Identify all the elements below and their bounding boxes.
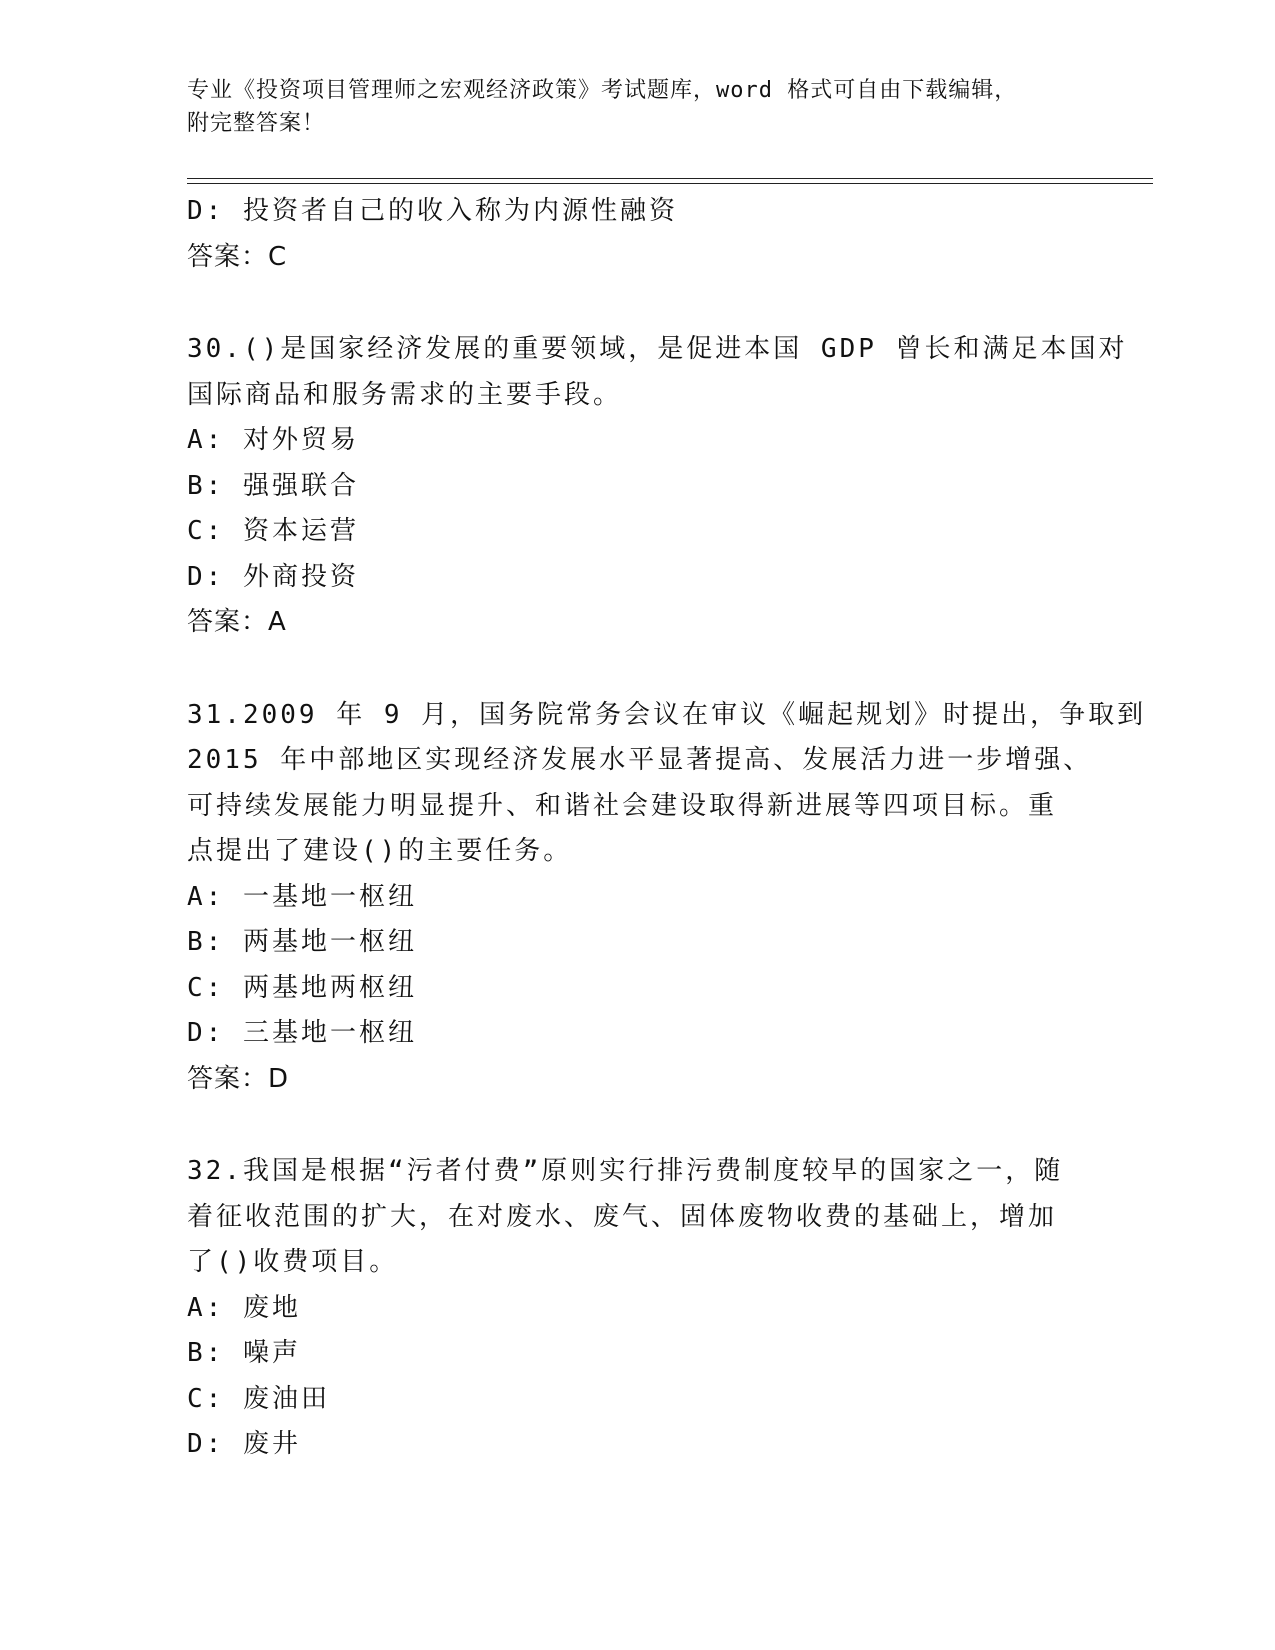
option-b: B: 强强联合 (187, 470, 359, 501)
question-32 (187, 1149, 1087, 1468)
option-b: B: 两基地一枢纽 (187, 927, 417, 957)
option-d: D: 投资者自己的收入称为内源性融资 (187, 196, 678, 226)
option-a: A: 一基地一枢纽 (187, 881, 417, 912)
option-a: A: 废地 (187, 1292, 301, 1323)
header-line-1: 专业《投资项目管理师之宏观经济政策》考试题库，word 格式可自由下载编辑， (187, 78, 1018, 103)
answer-line: 答案：A (187, 607, 287, 637)
header-divider-top (187, 178, 1153, 179)
question-text-line: 国际商品和服务需求的主要手段。 (187, 379, 623, 410)
answer-line: 答案：C (187, 241, 288, 272)
question-text-line: 着征收范围的扩大，在对废水、废气、固体废物收费的基础上，增加 (187, 1201, 1058, 1232)
previous-question-tail (187, 189, 1087, 280)
option-d: D: 三基地一枢纽 (187, 1018, 417, 1048)
option-d: D: 废井 (187, 1429, 301, 1459)
option-c: C: 废油田 (187, 1383, 330, 1414)
question-text-line: 了()收费项目。 (187, 1247, 399, 1277)
question-text-line: 32.我国是根据“污者付费”原则实行排污费制度较早的国家之一，随 (187, 1156, 1064, 1186)
header-divider-bottom (187, 183, 1153, 184)
option-a: A: 对外贸易 (187, 425, 359, 455)
question-text-line: 2015 年中部地区实现经济发展水平显著提高、发展活力进一步增强、 (187, 745, 1093, 775)
header-line-2: 附完整答案！ (187, 111, 326, 136)
question-text-line: 30.()是国家经济发展的重要领域，是促进本国 GDP 曾长和满足本国对 (187, 334, 1128, 364)
question-list (187, 189, 1147, 1468)
document-header (187, 74, 1067, 140)
option-d: D: 外商投资 (187, 561, 359, 592)
question-31 (187, 693, 1147, 1103)
question-30 (187, 327, 1128, 646)
question-text-line: 31.2009 年 9 月，国务院常务会议在审议《崛起规划》时提出，争取到 (187, 699, 1147, 730)
option-c: C: 两基地两枢纽 (187, 972, 417, 1003)
answer-line: 答案：D (187, 1063, 290, 1094)
question-text-line: 可持续发展能力明显提升、和谐社会建设取得新进展等四项目标。重 (187, 790, 1058, 821)
question-text-line: 点提出了建设()的主要任务。 (187, 836, 573, 866)
option-b: B: 噪声 (187, 1338, 301, 1368)
option-c: C: 资本运营 (187, 516, 359, 546)
